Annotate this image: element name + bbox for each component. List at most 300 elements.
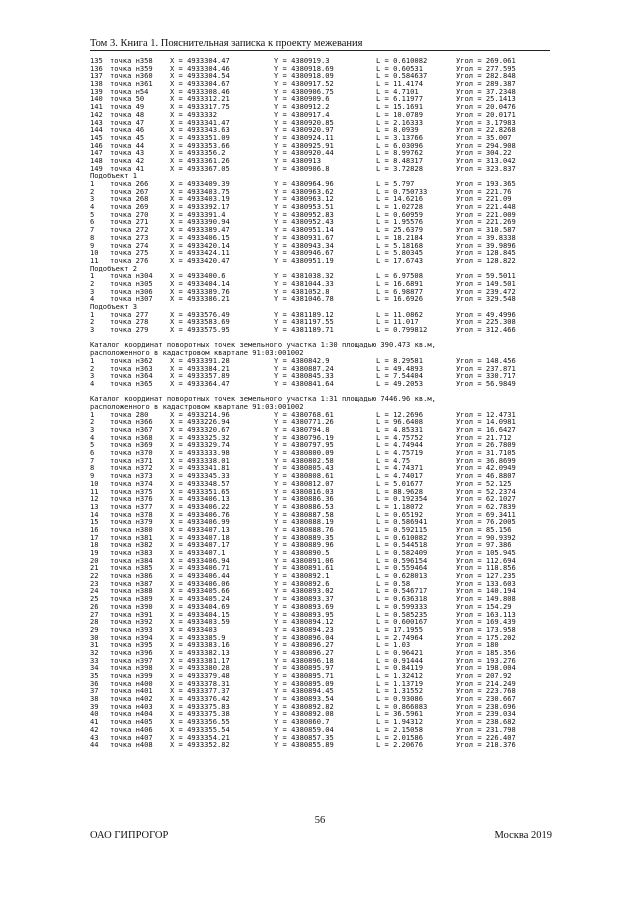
angle: Угол = 329.548: [456, 294, 516, 304]
point-index: 4: [90, 378, 95, 388]
point-name: точка н374: [110, 478, 153, 488]
point-name: точка н392: [110, 617, 153, 627]
coord-y: Y = 4380771.26: [274, 417, 334, 427]
coord-y: Y = 4380887.24: [274, 363, 334, 373]
coord-x: X = 4933385.9: [170, 632, 226, 642]
angle: Угол = 193.276: [456, 655, 516, 665]
segment-length: L = 0.91444: [376, 655, 423, 665]
coord-y: Y = 4380896.27: [274, 640, 334, 650]
point-name: точка н385: [110, 563, 153, 573]
point-index: 23: [90, 578, 99, 588]
coord-y: Y = 4380909.6: [274, 94, 330, 104]
coord-x: X = 4933351.65: [170, 486, 230, 496]
segment-length: L = 14.6216: [376, 194, 423, 204]
angle: Угол = 294.908: [456, 140, 516, 150]
coord-x: X = 4933345.33: [170, 471, 230, 481]
angle: Угол = 207.92: [456, 671, 512, 680]
segment-length: L = 2.74964: [376, 632, 423, 642]
coord-x: X = 4933378.31: [170, 678, 230, 688]
angle: Угол = 163.113: [456, 609, 516, 619]
point-index: 39: [90, 701, 99, 711]
segment-length: L = 5.797: [376, 179, 415, 188]
segment-length: L = 11.017: [376, 317, 419, 327]
point-index: 20: [90, 555, 99, 565]
segment-length: L = 1.94312: [376, 717, 423, 727]
point-index: 3: [90, 425, 95, 434]
angle: Угол = 39.8338: [456, 232, 516, 242]
angle: Угол = 238.696: [456, 701, 516, 711]
point-name: точка 43: [110, 148, 145, 158]
angle: Угол = 90.9392: [456, 532, 516, 542]
coord-y: Y = 4380892.08: [274, 709, 334, 719]
table-row: [90, 326, 552, 334]
point-index: 43: [90, 732, 99, 742]
coord-x: X = 4933407.13: [170, 524, 230, 534]
coord-y: Y = 4380816.03: [274, 486, 334, 496]
coord-x: X = 4933583.69: [170, 317, 230, 327]
coord-x: X = 4933214.96: [170, 409, 230, 419]
point-index: 136: [90, 63, 103, 73]
coord-y: Y = 4380896.18: [274, 655, 334, 665]
point-name: точка 44: [110, 140, 145, 150]
coord-x: X = 4933403.19: [170, 194, 230, 204]
segment-length: L = 5.18168: [376, 240, 423, 250]
point-name: точка н369: [110, 440, 153, 450]
coord-x: X = 4933356.55: [170, 717, 230, 727]
point-index: 7: [90, 225, 95, 235]
coord-y: Y = 4380893.69: [274, 601, 334, 611]
coord-x: X = 4933384.21: [170, 363, 230, 373]
point-name: точка 275: [110, 248, 149, 258]
segment-length: L = 0.582409: [376, 548, 428, 557]
coord-x: X = 4933420.47: [170, 255, 230, 265]
coord-y: Y = 4380896.27: [274, 647, 334, 657]
point-name: точка н371: [110, 455, 153, 465]
angle: Угол = 221.269: [456, 217, 516, 227]
table-row: [90, 741, 552, 749]
angle: Угол = 36.8699: [456, 455, 516, 465]
point-name: точка 271: [110, 217, 149, 227]
angle: Угол = 128.845: [456, 248, 516, 258]
angle: Угол = 269.061: [456, 56, 516, 65]
point-index: 2: [90, 317, 95, 327]
segment-length: L = 0.559464: [376, 563, 428, 573]
coord-x: X = 4933381.17: [170, 655, 230, 665]
point-name: точка н386: [110, 571, 153, 581]
point-index: 138: [90, 79, 103, 89]
coord-x: X = 4933400.6: [170, 271, 226, 281]
segment-length: L = 0.60531: [376, 63, 423, 73]
segment-length: L = 0.628013: [376, 571, 428, 581]
angle: Угол = 69.3411: [456, 509, 516, 519]
point-index: 38: [90, 694, 99, 704]
angle: Угол = 118.856: [456, 563, 516, 573]
angle: Угол = 173.958: [456, 624, 516, 634]
point-index: 30: [90, 632, 99, 642]
coord-y: Y = 4380893.54: [274, 694, 334, 704]
point-index: 140: [90, 94, 103, 104]
point-name: точка н362: [110, 355, 153, 365]
segment-length: L = 8.48317: [376, 155, 423, 165]
angle: Угол = 313.042: [456, 155, 516, 165]
segment-length: L = 4.74371: [376, 463, 423, 473]
coord-x: X = 4933404.14: [170, 278, 230, 288]
angle: Угол = 25.1413: [456, 94, 516, 104]
point-name: точка 272: [110, 225, 149, 235]
document-title: Том 3. Книга 1. Пояснительная записка к проекту межевания: [90, 38, 363, 49]
coord-x: X = 4933352.82: [170, 740, 230, 750]
coord-x: X = 4933576.49: [170, 309, 230, 319]
segment-length: L = 0.600167: [376, 617, 428, 627]
angle: Угол = 20.0476: [456, 102, 516, 112]
coord-y: Y = 4380912.2: [274, 102, 330, 112]
angle: Угол = 52.125: [456, 478, 512, 488]
point-index: 29: [90, 624, 99, 634]
point-index: 42: [90, 724, 99, 734]
segment-length: L = 2.16333: [376, 117, 423, 127]
point-index: 35: [90, 671, 99, 680]
angle: Угол = 39.9896: [456, 240, 516, 250]
coord-x: X = 4933312.21: [170, 94, 230, 104]
segment-length: L = 88.9628: [376, 486, 423, 496]
segment-length: L = 4.7101: [376, 86, 419, 96]
point-name: точка 267: [110, 186, 149, 196]
coord-x: X = 4933355.54: [170, 724, 230, 734]
coord-y: Y = 4380889.35: [274, 532, 334, 542]
coord-x: X = 4933367.05: [170, 163, 230, 173]
point-name: точка н394: [110, 632, 153, 642]
coord-x: X = 4933341.47: [170, 117, 230, 127]
coord-y: Y = 4380952.43: [274, 217, 334, 227]
segment-length: L = 12.2696: [376, 409, 423, 419]
coord-y: Y = 4380917.52: [274, 79, 334, 89]
point-index: 135: [90, 56, 103, 65]
point-index: 31: [90, 640, 99, 650]
coord-y: Y = 4380951.19: [274, 255, 334, 265]
coord-x: X = 4933392.17: [170, 202, 230, 212]
angle: Угол = 304.22: [456, 148, 512, 158]
coord-x: X = 4933406.15: [170, 232, 230, 242]
point-index: 2: [90, 186, 95, 196]
segment-length: L = 6.97508: [376, 271, 423, 281]
segment-length: L = 17.1955: [376, 624, 423, 634]
point-name: точка н388: [110, 586, 153, 596]
coord-y: Y = 4380886.53: [274, 501, 334, 511]
coordinate-catalog: [90, 57, 552, 749]
angle: Угол = 231.798: [456, 724, 516, 734]
point-index: 44: [90, 740, 99, 750]
coord-y: Y = 4380859.04: [274, 724, 334, 734]
point-name: точка н384: [110, 555, 153, 565]
coord-x: X = 4933403: [170, 624, 217, 634]
point-index: 1: [90, 179, 95, 188]
coord-y: Y = 4380812.07: [274, 478, 334, 488]
angle: Угол = 218.376: [456, 740, 516, 750]
point-index: 144: [90, 125, 103, 135]
coord-y: Y = 4380808.61: [274, 471, 334, 481]
coord-x: X = 4933308.46: [170, 86, 230, 96]
angle: Угол = 221.009: [456, 209, 516, 219]
section-heading: расположенного в кадастровом квартале 91:03:001002: [90, 348, 304, 358]
point-name: точка н375: [110, 486, 153, 496]
segment-length: L = 6.11977: [376, 94, 423, 104]
coord-x: X = 4933351.09: [170, 132, 230, 142]
coord-x: X = 4933406.71: [170, 563, 230, 573]
point-name: точка 268: [110, 194, 149, 204]
point-name: точка н360: [110, 71, 153, 81]
point-index: 10: [90, 248, 99, 258]
angle: Угол = 49.4996: [456, 309, 516, 319]
point-name: точка н408: [110, 740, 153, 750]
segment-length: L = 1.18072: [376, 501, 423, 511]
point-index: 11: [90, 486, 99, 496]
angle: Угол = 323.837: [456, 163, 516, 173]
point-name: точка 49: [110, 102, 145, 112]
point-name: точка н390: [110, 601, 153, 611]
section-heading: расположенного в кадастровом квартале 91:03:001002: [90, 401, 304, 411]
coord-x: X = 4933403.59: [170, 617, 230, 627]
section-heading: Подобъект 1: [90, 171, 137, 181]
segment-length: L = 49.2053: [376, 378, 423, 388]
coord-y: Y = 4381046.78: [274, 294, 334, 304]
angle: Угол = 239.034: [456, 709, 516, 719]
angle: Угол = 148.456: [456, 355, 516, 365]
segment-length: L = 8.99762: [376, 148, 423, 158]
angle: Угол = 330.717: [456, 371, 516, 381]
coord-x: X = 4933304.47: [170, 56, 230, 65]
point-index: 149: [90, 163, 103, 173]
coord-y: Y = 4380845.33: [274, 371, 334, 381]
segment-length: L = 5.80345: [376, 248, 423, 258]
point-index: 22: [90, 571, 99, 581]
coord-y: Y = 4380842.9: [274, 355, 330, 365]
point-index: 19: [90, 548, 99, 557]
coord-x: X = 4933304.46: [170, 63, 230, 73]
angle: Угол = 154.29: [456, 601, 512, 611]
coord-y: Y = 4380857.35: [274, 732, 334, 742]
coord-y: Y = 4380925.91: [274, 140, 334, 150]
segment-length: L = 0.96421: [376, 647, 423, 657]
point-index: 11: [90, 255, 99, 265]
point-name: точка н393: [110, 624, 153, 634]
point-index: 1: [90, 271, 95, 281]
point-name: точка н387: [110, 578, 153, 588]
point-name: точка н378: [110, 509, 153, 519]
angle: Угол = 85.156: [456, 524, 512, 534]
coord-y: Y = 4380895.71: [274, 671, 334, 680]
angle: Угол = 239.472: [456, 286, 516, 296]
coord-x: X = 4933382.13: [170, 647, 230, 657]
coord-x: X = 4933317.75: [170, 102, 230, 112]
coord-x: X = 4933406.44: [170, 571, 230, 581]
segment-length: L = 1.31552: [376, 686, 423, 696]
point-name: точка н306: [110, 286, 153, 296]
angle: Угол = 133.603: [456, 578, 516, 588]
point-name: точка н376: [110, 494, 153, 504]
coord-x: X = 4933338.01: [170, 455, 230, 465]
coord-y: Y = 4381052.8: [274, 286, 330, 296]
coord-y: Y = 4380906.8: [274, 163, 330, 173]
coord-x: X = 4933406.06: [170, 578, 230, 588]
segment-length: L = 4.85331: [376, 425, 423, 434]
coord-y: Y = 4380917.4: [274, 109, 330, 119]
point-index: 37: [90, 686, 99, 696]
coord-x: X = 4933406.13: [170, 494, 230, 504]
angle: Угол = 76.2005: [456, 517, 516, 527]
point-index: 3: [90, 194, 95, 204]
coord-y: Y = 4380963.12: [274, 194, 334, 204]
table-row: [90, 380, 552, 388]
coord-x: X = 4933424.11: [170, 248, 230, 258]
angle: Угол = 26.7809: [456, 440, 516, 450]
coord-y: Y = 4380894.12: [274, 617, 334, 627]
segment-length: L = 3.13766: [376, 132, 423, 142]
point-name: точка н367: [110, 425, 153, 434]
angle: Угол = 149.501: [456, 278, 516, 288]
coord-y: Y = 4380906.75: [274, 86, 334, 96]
angle: Угол = 3.17983: [456, 117, 516, 127]
angle: Угол = 277.595: [456, 63, 516, 73]
segment-length: L = 0.750733: [376, 186, 428, 196]
segment-length: L = 0.544518: [376, 540, 428, 550]
segment-length: L = 0.599333: [376, 601, 428, 611]
point-index: 4: [90, 294, 95, 304]
point-index: 148: [90, 155, 103, 165]
coord-y: Y = 4380894.45: [274, 686, 334, 696]
point-index: 34: [90, 663, 99, 673]
angle: Угол = 238.682: [456, 717, 516, 727]
segment-length: L = 0.585235: [376, 609, 428, 619]
point-name: точка 274: [110, 240, 149, 250]
coord-y: Y = 4380952.83: [274, 209, 334, 219]
point-index: 6: [90, 448, 95, 458]
point-name: точка н395: [110, 640, 153, 650]
segment-length: L = 1.03: [376, 640, 411, 650]
coord-y: Y = 4380893.37: [274, 594, 334, 604]
point-index: 1: [90, 355, 95, 365]
angle: Угол = 185.356: [456, 647, 516, 657]
angle: Угол = 112.694: [456, 555, 516, 565]
angle: Угол = 180: [456, 640, 499, 650]
point-index: 25: [90, 594, 99, 604]
segment-length: L = 16.6926: [376, 294, 423, 304]
point-index: 18: [90, 540, 99, 550]
coord-y: Y = 4380963.62: [274, 186, 334, 196]
point-name: точка н54: [110, 86, 149, 96]
angle: Угол = 193.365: [456, 179, 516, 188]
coord-y: Y = 4380797.95: [274, 440, 334, 450]
coord-x: X = 4933375.83: [170, 701, 230, 711]
point-index: 32: [90, 647, 99, 657]
point-index: 4: [90, 432, 95, 442]
point-name: точка н377: [110, 501, 153, 511]
point-name: точка н401: [110, 686, 153, 696]
coord-x: X = 4933404.69: [170, 601, 230, 611]
point-name: точка н366: [110, 417, 153, 427]
angle: Угол = 62.7839: [456, 501, 516, 511]
coord-y: Y = 4380860.7: [274, 717, 330, 727]
segment-length: L = 0.58: [376, 578, 411, 588]
segment-length: L = 0.866083: [376, 701, 428, 711]
point-index: 10: [90, 478, 99, 488]
point-name: точка н399: [110, 671, 153, 680]
coord-x: X = 4933357.89: [170, 371, 230, 381]
coord-x: X = 4933406.99: [170, 517, 230, 527]
segment-length: L = 1.02728: [376, 202, 423, 212]
table-row: [90, 295, 552, 303]
angle: Угол = 221.76: [456, 186, 512, 196]
point-name: точка н382: [110, 540, 153, 550]
point-name: точка н365: [110, 378, 153, 388]
segment-length: L = 17.6743: [376, 255, 423, 265]
point-index: 16: [90, 524, 99, 534]
point-name: точка 277: [110, 309, 149, 319]
point-index: 1: [90, 309, 95, 319]
point-name: точка н403: [110, 701, 153, 711]
angle: Угол = 31.7105: [456, 448, 516, 458]
segment-length: L = 0.586941: [376, 517, 428, 527]
segment-length: L = 5.01677: [376, 478, 423, 488]
point-name: точка 47: [110, 117, 145, 127]
point-name: точка н404: [110, 709, 153, 719]
coord-x: X = 4933404.15: [170, 609, 230, 619]
point-index: 4: [90, 202, 95, 212]
point-index: 13: [90, 501, 99, 511]
point-index: 3: [90, 325, 95, 335]
segment-length: L = 2.01586: [376, 732, 423, 742]
coord-x: X = 4933325.32: [170, 432, 230, 442]
segment-length: L = 0.610082: [376, 56, 428, 65]
segment-length: L = 4.75719: [376, 448, 423, 458]
point-name: точка н391: [110, 609, 153, 619]
coord-x: X = 4933409.39: [170, 179, 230, 188]
point-index: 8: [90, 232, 95, 242]
coord-y: Y = 4381189.71: [274, 325, 334, 335]
segment-length: L = 15.1691: [376, 102, 423, 112]
point-index: 1: [90, 409, 95, 419]
segment-length: L = 16.6891: [376, 278, 423, 288]
table-row: [90, 165, 552, 173]
footer-organization: ОАО ГИПРОГОР: [90, 830, 169, 841]
angle: Угол = 97.386: [456, 540, 512, 550]
coord-y: Y = 4380893.02: [274, 586, 334, 596]
coord-y: Y = 4380887.58: [274, 509, 334, 519]
angle: Угол = 140.194: [456, 586, 516, 596]
point-name: точка н383: [110, 548, 153, 557]
page-number: 56: [314, 815, 326, 826]
segment-length: L = 25.6379: [376, 225, 423, 235]
angle: Угол = 223.768: [456, 686, 516, 696]
coord-y: Y = 4381197.55: [274, 317, 334, 327]
point-name: точка 279: [110, 325, 149, 335]
coord-x: X = 4933391.28: [170, 355, 230, 365]
point-index: 7: [90, 455, 95, 465]
segment-length: L = 4.75: [376, 455, 411, 465]
footer-place-year: Москва 2019: [494, 830, 552, 841]
angle: Угол = 21.712: [456, 432, 512, 442]
point-name: точка н372: [110, 463, 153, 473]
coord-x: X = 4933375.38: [170, 709, 230, 719]
angle: Угол = 62.1027: [456, 494, 516, 504]
angle: Угол = 169.439: [456, 617, 516, 627]
coord-y: Y = 4380892.6: [274, 578, 330, 588]
angle: Угол = 221.09: [456, 194, 512, 204]
coord-y: Y = 4380892.1: [274, 571, 330, 581]
point-index: 139: [90, 86, 103, 96]
point-name: точка н397: [110, 655, 153, 665]
coord-x: X = 4933353.66: [170, 140, 230, 150]
segment-length: L = 0.799812: [376, 325, 428, 335]
